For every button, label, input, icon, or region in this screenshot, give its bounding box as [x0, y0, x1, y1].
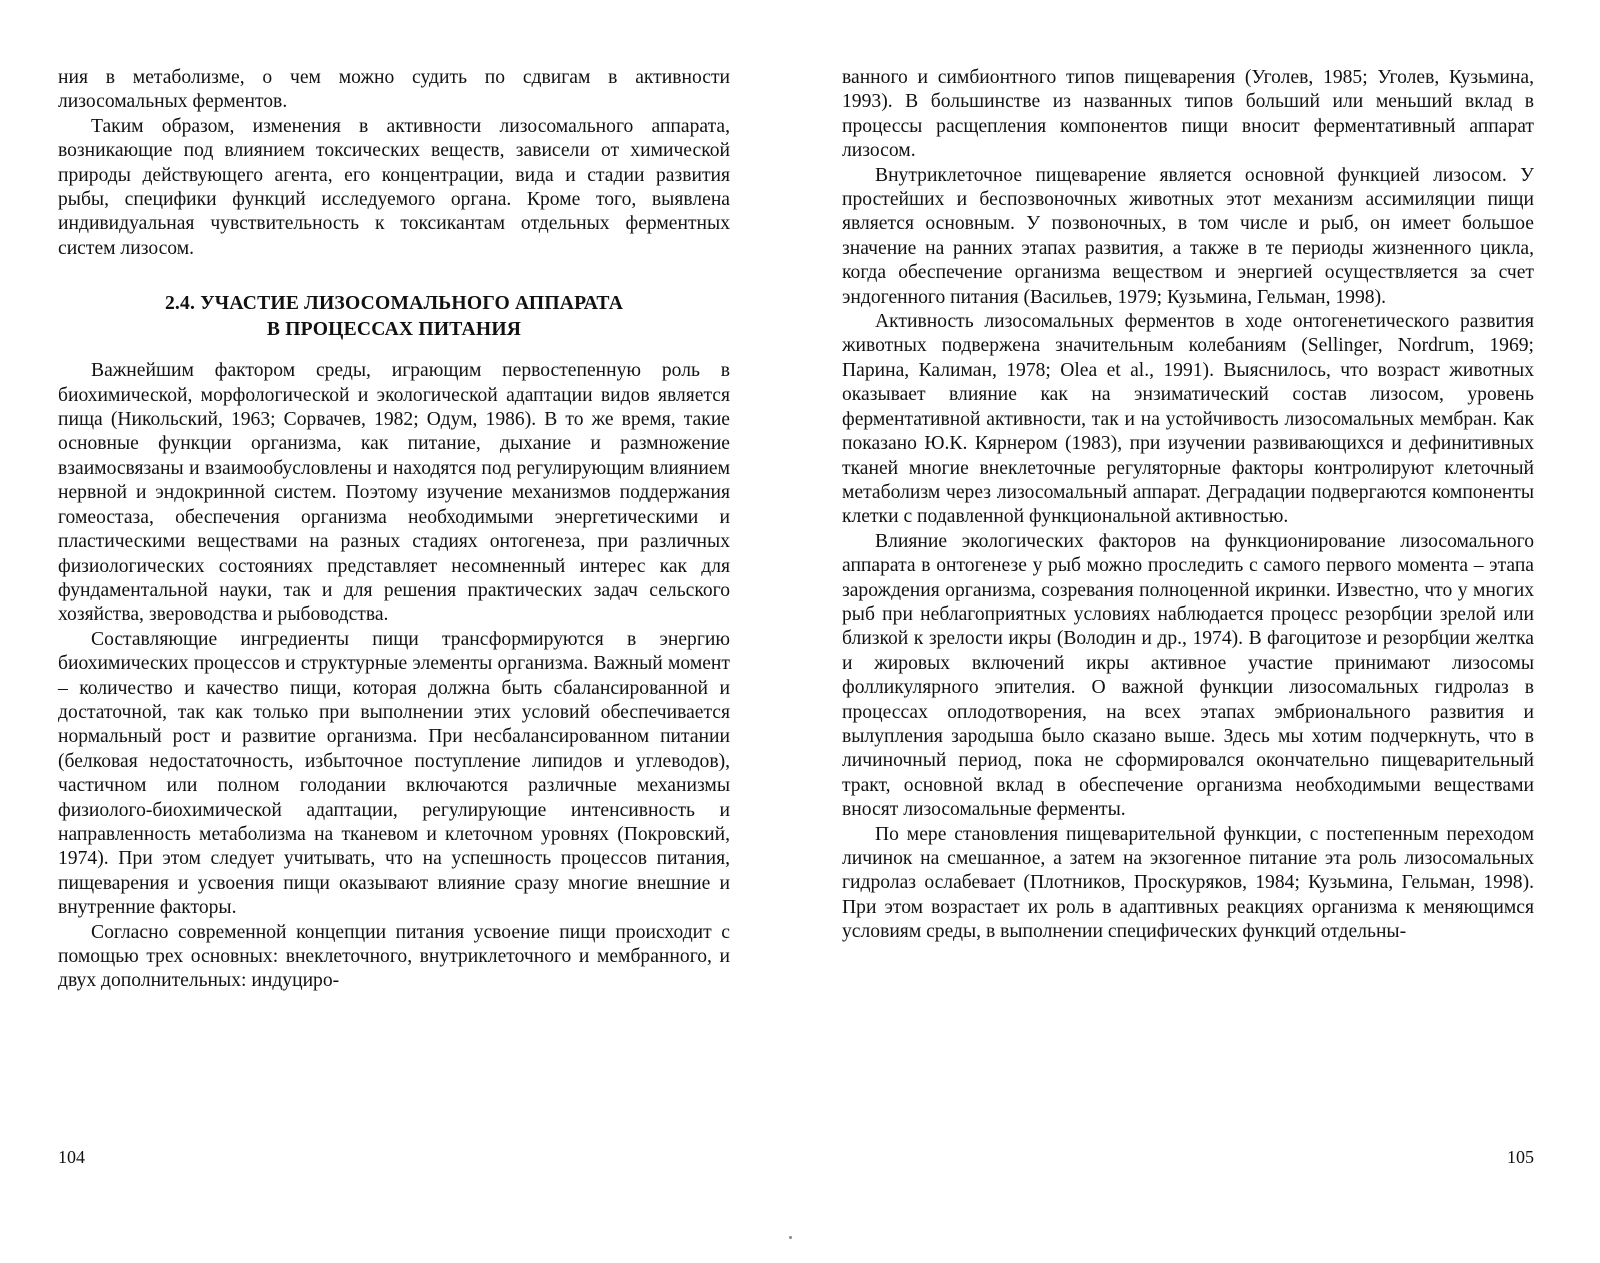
left-paragraph-2: Таким образом, изменения в активности лизосомального аппарата, возникающие под влиянием токсических веществ, зависели от химической природы действующего агента, его концентрации, вида и стадии развития рыбы, специфики функций исследуемого органа. Кроме того, выявлена индивидуальная чувствительность к токсикантам отдельных ферментных систем лизосом.	[58, 115, 730, 259]
right-page	[800, 0, 1600, 1263]
section-heading	[58, 291, 730, 343]
left-paragraph-1: ния в метаболизме, о чем можно судить по сдвигам в активности лизосомальных ферментов.	[58, 67, 730, 113]
page-number-right: 105	[1507, 1147, 1534, 1167]
left-paragraph-4: Составляющие ингредиенты пищи трансформируются в энергию биохимических процессов и структурные элементы организма. Важный момент – количество и качество пищи, которая должна быть сбалансированной и достаточной, так как только при выполнении этих условий обеспечивается нормальный рост и развитие организма. При несбалансированном питании (белковая недостаточность, избыточное поступление липидов и углеводов), частичном или полном голодании включаются различные механизмы физиолого-биохимической адаптации, регулирующие интенсивность и направленность метаболизма на тканевом и клеточном уровнях (Покровский, 1974). При этом следует учитывать, что на успешность процессов питания, пищеварения и усвоения пищи оказывают влияние сразу многие внешние и внутренние факторы.	[58, 628, 730, 919]
right-paragraph-4: Влияние экологических факторов на функционирование лизосомального аппарата в онтогенезе у рыб можно проследить с самого первого момента – этапа зарождения организма, созревания полноценной икринки. Известно, что у многих рыб при неблагоприятных условиях наблюдается процесс резорбции зрелой или близкой к зрелости икры (Володин и др., 1974). В фагоцитозе и резорбции желтка и жировых включений икры активное участие принимают лизосомы фолликулярного эпителия. О важной функции лизосомальных гидролаз в процессах оплодотворения, на всех этапах эмбрионального развития и вылупления зародыша было сказано выше. Здесь мы хотим подчеркнуть, что в личиночный период, пока не сформировался окончательно пищеварительный тракт, основной вклад в обеспечение организма необходимыми веществами вносят лизосомальные ферменты.	[842, 530, 1534, 821]
right-paragraph-3: Активность лизосомальных ферментов в ходе онтогенетического развития животных подвержена значительным колебаниям (Sellinger, Nordrum, 1969; Парина, Калиман, 1978; Olea et al., 1991). Выяснилось, что возраст животных оказывает влияние как на энзиматический состав лизосом, уровень ферментативной активности, так и на устойчивость лизосомальных мембран. Как показано Ю.К. Кярнером (1983), при изучении развивающихся и дефинитивных тканей многие внеклеточные регуляторные факторы контролируют клеточный метаболизм через лизосомальный аппарат. Деградации подвергаются компоненты клетки с подавленной функциональной активностью.	[842, 311, 1534, 528]
section-heading-line-2: В ПРОЦЕССАХ ПИТАНИЯ	[266, 319, 522, 341]
page-number-left: 104	[58, 1147, 85, 1167]
right-paragraph-2: Внутриклеточное пищеварение является основной функцией лизосом. У простейших и беспозвоночных животных этот механизм ассимиляции пищи является основным. У позвоночных, в том числе и рыб, он имеет большое значение на ранних этапах развития, а также в те периоды жизненного цикла, когда обеспечение организма веществом и энергией осуществляется за счет эндогенного питания (Васильев, 1979; Кузьмина, Гельман, 1998).	[842, 164, 1534, 308]
left-text-column	[58, 66, 730, 994]
section-heading-line-1: 2.4. УЧАСТИЕ ЛИЗОСОМАЛЬНОГО АППАРАТА	[164, 293, 624, 315]
scan-speck	[789, 1236, 792, 1239]
left-paragraph-3: Важнейшим фактором среды, играющим первостепенную роль в биохимической, морфологической и экологической адаптации видов является пища (Никольский, 1963; Сорвачев, 1982; Одум, 1986). В то же время, такие основные функции организма, как питание, дыхание и размножение взаимосвязаны и взаимообусловлены и находятся под регулирующим влиянием нервной и эндокринной систем. Поэтому изучение механизмов поддержания гомеостаза, обеспечения организма необходимыми энергетическими и пластическими веществами на разных стадиях онтогенеза, при различных физиологических состояниях представляет несомненный интерес как для фундаментальной науки, так и для решения практических задач сельского хозяйства, звероводства и рыбоводства.	[58, 360, 730, 626]
left-paragraph-5: Согласно современной концепции питания усвоение пищи происходит с помощью трех основных: внеклеточного, внутриклеточного и мембранного, и двух дополнительных: индуциро-	[58, 921, 730, 992]
right-text-column	[842, 66, 1534, 945]
right-paragraph-5: По мере становления пищеварительной функции, с постепенным переходом личинок на смешанное, а затем на экзогенное питание эта роль лизосомальных гидролаз ослабевает (Плотников, Проскуряков, 1984; Кузьмина, Гельман, 1998). При этом возрастает их роль в адаптивных реакциях организма к меняющимся условиям среды, в выполнении специфических функций отдельны-	[842, 823, 1534, 943]
right-paragraph-1: ванного и симбионтного типов пищеварения (Уголев, 1985; Уголев, Кузьмина, 1993). В большинстве из названных типов больший или меньший вклад в процессы расщепления компонентов пищи вносит ферментативный аппарат лизосом.	[842, 67, 1534, 162]
